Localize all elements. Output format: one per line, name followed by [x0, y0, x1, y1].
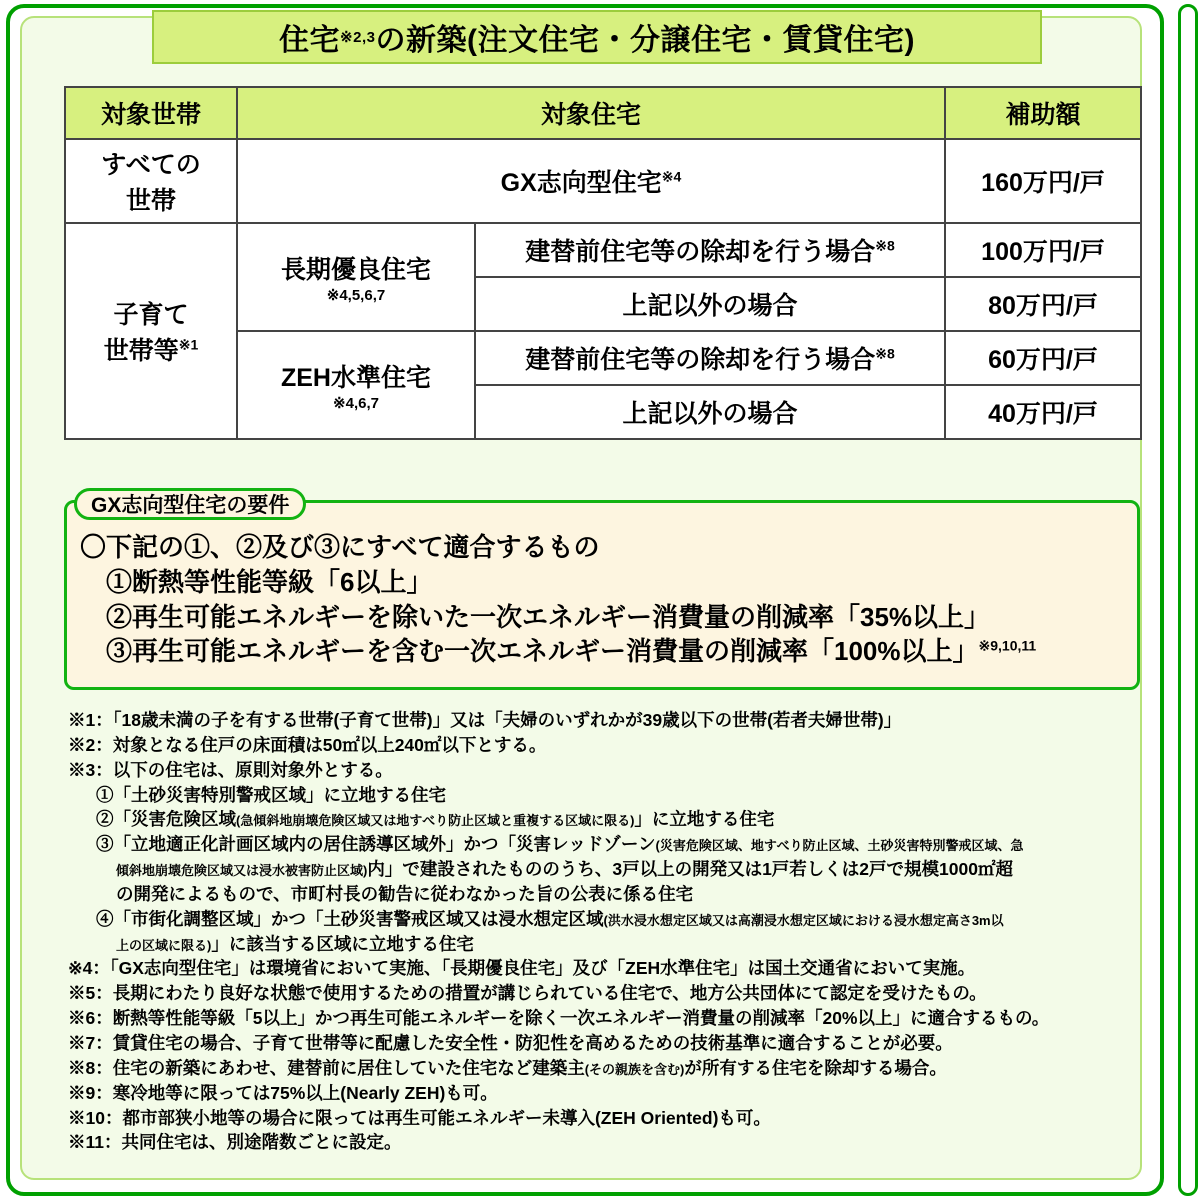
footnote-4: ※4：「GX志向型住宅」は環境省において実施、「長期優良住宅」及び「ZEH水準住宅」は国土交通省において実施。 — [68, 958, 976, 979]
cell-house-zeh — [237, 331, 475, 439]
header-house: 対象住宅 — [237, 87, 945, 139]
cell-amount-zeh-other: 40万円/戸 — [945, 385, 1141, 439]
footnote-3-3-b: 内」で建設されたもののうち、3戸以上の開発又は1戸若しくは2戸で規模1000㎡超 — [367, 859, 1013, 880]
house-gx-label: GX志向型住宅 — [500, 169, 662, 197]
footnotes — [68, 708, 1148, 1155]
table-header-row — [65, 87, 1141, 139]
condition-demolition-sup-2: ※8 — [875, 345, 895, 362]
page-title-post: の新築(注文住宅・分譲住宅・賃貸住宅) — [375, 24, 915, 57]
cell-condition-demolition-1 — [475, 223, 945, 277]
footnote-3-4-b: 」に該当する区域に立地する住宅 — [211, 933, 474, 954]
gx-item-3-text: ③再生可能エネルギーを含む一次エネルギー消費量の削減率「100%以上」 — [106, 636, 979, 667]
footnote-3-4-small2: 上の区域に限る) — [116, 937, 212, 953]
cell-household-childcare — [65, 223, 237, 439]
right-green-strip — [1178, 4, 1198, 1196]
footnote-3-3-line3: の開発によるもので、市町村長の勧告に従わなかった旨の公表に係る住宅 — [116, 883, 694, 904]
footnote-3-3-small: (災害危険区域、地すべり防止区域、土砂災害特別警戒区域、急 — [655, 838, 1024, 854]
footnote-3-4-line2 — [68, 932, 1148, 957]
header-amount: 補助額 — [945, 87, 1141, 139]
condition-demolition-label-2: 建替前住宅等の除却を行う場合 — [525, 346, 876, 374]
house-zeh-note: ※4,6,7 — [333, 394, 379, 412]
gx-item-3 — [80, 634, 1124, 669]
cell-amount-gx: 160万円/戸 — [945, 139, 1141, 223]
footnote-6: ※6：断熱等性能等級「5以上」かつ再生可能エネルギーを除く一次エネルギー消費量の削減率「20%以上」に適合するもの。 — [68, 1008, 1050, 1029]
house-longterm-note: ※4,5,6,7 — [326, 286, 386, 304]
footnote-1: ※1：「18歳未満の子を有する世帯(子育て世帯)」又は「夫婦のいずれかが39歳以下の世帯(若者夫婦世帯)」 — [68, 710, 902, 730]
footnote-3: ※3：以下の住宅は、原則対象外とする。 — [68, 759, 393, 780]
table-row — [65, 139, 1141, 223]
footnote-2: ※2：対象となる住戸の床面積は50㎡以上240㎡以下とする。 — [68, 734, 547, 755]
footnote-8-small: (その親族を含む) — [584, 1061, 685, 1077]
footnote-3-2 — [68, 807, 1148, 832]
table-row — [65, 223, 1141, 277]
footnote-3-3-a: ③「立地適正化計画区域内の居住誘導区域外」かつ「災害レッドゾーン — [96, 834, 656, 855]
footnote-10: ※10：都市部狭小地等の場合に限っては再生可能エネルギー未導入(ZEH Oriented)も可。 — [68, 1107, 771, 1128]
household-all-line1: すべての — [101, 151, 201, 179]
gx-item-1: ①断熱等性能等級「6以上」 — [106, 566, 433, 597]
household-childcare-sup: ※1 — [178, 336, 199, 353]
cell-house-longterm — [237, 223, 475, 331]
cell-condition-other-2: 上記以外の場合 — [475, 385, 945, 439]
footnote-3-4-small: (洪水浸水想定区域又は高潮浸水想定区域における浸水想定高さ3m以 — [603, 912, 1004, 928]
gx-item-3-sup: ※9,10,11 — [978, 637, 1037, 654]
footnote-11: ※11：共同住宅は、別途階数ごとに設定。 — [68, 1132, 402, 1153]
footnote-5: ※5：長期にわたり良好な状態で使用するための措置が講じられている住宅で、地方公共団体にて認定を受けたもの。 — [68, 983, 987, 1004]
footnote-3-4-line1 — [68, 907, 1148, 932]
cell-condition-other-1: 上記以外の場合 — [475, 277, 945, 331]
footnote-3-2-small: (急傾斜地崩壊危険区域又は地すべり防止区域と重複する区域に限る) — [236, 813, 635, 829]
footnote-7: ※7：賃貸住宅の場合、子育て世帯等に配慮した安全性・防犯性を高めるための技術基準に適合することが必要。 — [68, 1032, 953, 1053]
cell-condition-demolition-2 — [475, 331, 945, 385]
condition-demolition-sup-1: ※8 — [875, 237, 895, 254]
household-all-line2: 世帯 — [125, 187, 176, 215]
gx-requirements-label: GX志向型住宅の要件 — [74, 488, 306, 520]
gx-lead: 〇下記の①、②及び③にすべて適合するもの — [80, 532, 600, 562]
gx-item-2: ②再生可能エネルギーを除いた一次エネルギー消費量の削減率「35%以上」 — [106, 601, 991, 632]
footnote-3-4-a: ④「市街化調整区域」かつ「土砂災害警戒区域又は浸水想定区域 — [96, 908, 604, 929]
cell-amount-longterm-demolition: 100万円/戸 — [945, 223, 1141, 277]
footnote-8 — [68, 1056, 1148, 1081]
page-title-pre: 住宅 — [279, 24, 341, 57]
footnote-3-1: ①「土砂災害特別警戒区域」に立地する住宅 — [96, 784, 446, 805]
content-panel — [20, 16, 1142, 1180]
footnote-3-3-small2: 傾斜地崩壊危険区域又は浸水被害防止区域) — [116, 863, 368, 879]
cell-amount-longterm-other: 80万円/戸 — [945, 277, 1141, 331]
house-gx-sup: ※4 — [661, 168, 682, 185]
footnote-3-3-line1 — [68, 832, 1148, 857]
cell-amount-zeh-demolition: 60万円/戸 — [945, 331, 1141, 385]
header-household: 対象世帯 — [65, 87, 237, 139]
subsidy-table — [64, 86, 1142, 440]
page-title-sup: ※2,3 — [340, 29, 376, 46]
page-title — [152, 10, 1042, 64]
footnote-3-2-a: ②「災害危険区域 — [96, 809, 236, 830]
cell-house-gx — [237, 139, 945, 223]
footnote-9: ※9：寒冷地等に限っては75%以上(Nearly ZEH)も可。 — [68, 1082, 498, 1103]
condition-demolition-label-1: 建替前住宅等の除却を行う場合 — [525, 238, 876, 266]
household-childcare-line1: 子育て — [113, 301, 189, 329]
household-childcare-line2: 世帯等 — [103, 337, 179, 365]
footnote-3-3-line2 — [68, 857, 1148, 882]
footnote-3-2-b: 」に立地する住宅 — [634, 809, 775, 830]
cell-household-all — [65, 139, 237, 223]
footnote-8-a: ※8：住宅の新築にあわせ、建替前に居住していた住宅など建築主 — [68, 1057, 585, 1078]
house-longterm-label: 長期優良住宅 — [280, 255, 431, 284]
gx-requirements-body — [64, 518, 1140, 669]
house-zeh-label: ZEH水準住宅 — [280, 363, 431, 392]
footnote-8-b: が所有する住宅を除却する場合。 — [684, 1057, 947, 1078]
